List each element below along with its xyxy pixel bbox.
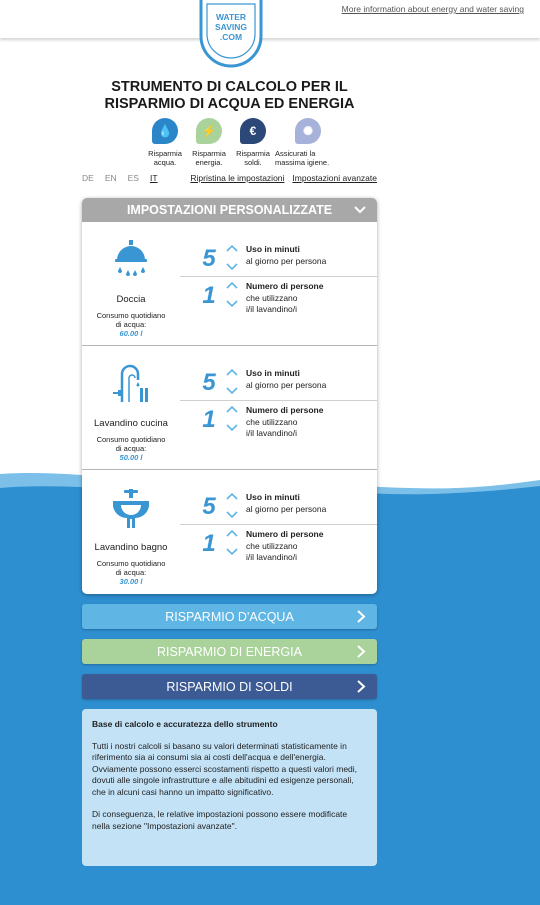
- persons-label-2: i/il lavandino/i: [246, 552, 298, 562]
- chevron-down-icon: [227, 425, 237, 430]
- chevron-up-icon: [227, 246, 237, 251]
- benefit-line-1: Risparmia: [148, 149, 182, 158]
- persons-row: [180, 526, 377, 562]
- top-bar: [0, 0, 540, 38]
- fixture-name: Lavandino bagno: [94, 542, 168, 553]
- daily-consumption: [82, 311, 180, 338]
- minutes-label: [246, 244, 326, 267]
- water-saving-logo[interactable]: [198, 0, 264, 68]
- title-line-1: STRUMENTO DI CALCOLO PER IL: [111, 79, 348, 95]
- consumption-label-1: Consumo quotidiano: [96, 435, 166, 444]
- minutes-label-text: al giorno per persona: [246, 503, 327, 514]
- persons-label-2: i/il lavandino/i: [246, 304, 298, 314]
- panel-header[interactable]: [82, 198, 377, 222]
- persons-row: [180, 278, 377, 314]
- water-drop-icon: 💧: [152, 118, 178, 144]
- persons-label-2: i/il lavandino/i: [246, 428, 298, 438]
- fixture-kitchen-sink: [82, 346, 377, 470]
- minutes-label-bold: Uso in minuti: [246, 368, 300, 378]
- energy-savings-label: RISPARMIO DI ENERGIA: [157, 644, 302, 659]
- lang-en[interactable]: EN: [104, 173, 117, 183]
- persons-label: [246, 281, 323, 316]
- minutes-value: 5: [202, 493, 216, 520]
- persons-label-bold: Numero di persone: [246, 405, 324, 415]
- persons-label-bold: Numero di persone: [246, 281, 324, 291]
- minutes-label: [246, 492, 326, 515]
- chevron-up-icon: [227, 407, 237, 412]
- chevron-up-icon: [227, 283, 237, 288]
- money-savings-button[interactable]: [82, 674, 377, 699]
- persons-label-1: che utilizzano: [246, 292, 298, 303]
- daily-consumption: [82, 559, 180, 586]
- persons-label-1: che utilizzano: [246, 416, 298, 427]
- benefit-line-1: Risparmia: [192, 149, 226, 158]
- persons-value: 1: [202, 282, 216, 309]
- chevron-up-icon: [227, 370, 237, 375]
- fixture-name: Doccia: [116, 294, 146, 305]
- advanced-settings-link[interactable]: Impostazioni avanzate: [292, 173, 377, 183]
- persons-value: 1: [202, 406, 216, 433]
- language-bar: [82, 173, 377, 183]
- info-paragraph-1: Tutti i nostri calcoli si basano su valori determinati statisticamente in riferimento sia ai consumi sia ai costi dell'acqua e dell'energia. Ovviamente possono esserci scostamenti rispetto a questi valori medi, dovuti alle singole infrastrutture e alle abitudini ed esigenze personali, che in alcuni casi hanno un impatto significativo.: [92, 740, 358, 797]
- minutes-value: 5: [202, 245, 216, 272]
- logo-line-3: .COM: [219, 32, 243, 42]
- shower-icon: [102, 240, 160, 280]
- info-heading: Base di calcolo e accuratezza dello strumento: [92, 719, 278, 729]
- chevron-down-icon: [227, 264, 237, 269]
- consumption-value: 60.00 l: [119, 329, 143, 338]
- fixture-bathroom-sink: [82, 470, 377, 594]
- chevron-down-icon: [227, 301, 237, 306]
- persons-label-1: che utilizzano: [246, 540, 298, 551]
- money-savings-label: RISPARMIO DI SOLDI: [166, 679, 293, 694]
- logo-line-1: WATER: [215, 12, 247, 22]
- bathroom-sink-icon: [102, 488, 160, 528]
- chevron-up-icon: [227, 494, 237, 499]
- benefit-line-2: soldi.: [244, 158, 262, 167]
- water-savings-label: RISPARMIO D'ACQUA: [165, 609, 294, 624]
- persons-label: [246, 405, 323, 440]
- consumption-label-1: Consumo quotidiano: [96, 311, 166, 320]
- fixture-shower: [82, 222, 377, 346]
- minutes-row: [180, 489, 377, 525]
- chevron-right-icon: [355, 645, 367, 658]
- chevron-down-icon: [353, 203, 367, 217]
- minutes-label-text: al giorno per persona: [246, 379, 327, 390]
- water-savings-button[interactable]: [82, 604, 377, 629]
- logo-line-2: SAVING: [215, 22, 247, 32]
- chevron-down-icon: [227, 512, 237, 517]
- benefit-line-2: energia.: [195, 158, 223, 167]
- persons-stepper[interactable]: [225, 404, 239, 434]
- benefits-row: [143, 118, 341, 167]
- benefit-hygiene: [275, 118, 341, 167]
- chevron-down-icon: [227, 388, 237, 393]
- benefit-line-1: Risparmia: [236, 149, 270, 158]
- benefit-line-2: massima igiene.: [275, 158, 330, 167]
- minutes-value: 5: [202, 369, 216, 396]
- consumption-value: 50.00 l: [119, 453, 143, 462]
- minutes-label-bold: Uso in minuti: [246, 492, 300, 502]
- energy-savings-button[interactable]: [82, 639, 377, 664]
- lang-de[interactable]: DE: [82, 173, 94, 183]
- benefit-line-2: acqua.: [153, 158, 177, 167]
- minutes-stepper[interactable]: [225, 491, 239, 521]
- chevron-right-icon: [355, 610, 367, 623]
- minutes-stepper[interactable]: [225, 243, 239, 273]
- lang-es[interactable]: ES: [127, 173, 139, 183]
- persons-row: [180, 402, 377, 438]
- persons-label-bold: Numero di persone: [246, 529, 324, 539]
- persons-label: [246, 529, 323, 564]
- fixture-name: Lavandino cucina: [94, 418, 168, 429]
- benefit-line-1: Assicurati la: [275, 149, 316, 158]
- benefit-money: [231, 118, 275, 167]
- consumption-label-1: Consumo quotidiano: [96, 559, 166, 568]
- title-line-2: RISPARMIO DI ACQUA ED ENERGIA: [104, 96, 355, 112]
- consumption-label-2: di acqua:: [115, 568, 147, 577]
- minutes-row: [180, 241, 377, 277]
- persons-stepper[interactable]: [225, 528, 239, 558]
- consumption-value: 30.00 l: [119, 577, 143, 586]
- chevron-down-icon: [227, 549, 237, 554]
- minutes-row: [180, 365, 377, 401]
- lightning-icon: ⚡: [196, 118, 222, 144]
- minutes-label: [246, 368, 326, 391]
- chevron-right-icon: [355, 680, 367, 693]
- info-paragraph-2: Di conseguenza, le relative impostazioni possono essere modificate nella sezione "Impostazioni avanzate".: [92, 809, 348, 831]
- minutes-label-text: al giorno per persona: [246, 255, 327, 266]
- info-box: [82, 709, 377, 866]
- consumption-label-2: di acqua:: [115, 320, 147, 329]
- lang-it[interactable]: IT: [149, 173, 158, 183]
- minutes-label-bold: Uso in minuti: [246, 244, 300, 254]
- daily-consumption: [82, 435, 180, 462]
- kitchen-sink-icon: [102, 364, 160, 404]
- chevron-up-icon: [227, 531, 237, 536]
- panel-title: IMPOSTAZIONI PERSONALIZZATE: [126, 203, 333, 217]
- persons-stepper[interactable]: [225, 280, 239, 310]
- custom-settings-panel: [82, 198, 377, 594]
- benefit-water: [143, 118, 187, 167]
- reset-settings-link[interactable]: Ripristina le impostazioni: [190, 173, 285, 183]
- persons-value: 1: [202, 530, 216, 557]
- euro-icon: €: [240, 118, 266, 144]
- consumption-label-2: di acqua:: [115, 444, 147, 453]
- minutes-stepper[interactable]: [225, 367, 239, 397]
- more-info-link[interactable]: More information about energy and water saving: [341, 4, 524, 14]
- page-title: [82, 79, 377, 113]
- sparkle-icon: ✺: [295, 118, 321, 144]
- benefit-energy: [187, 118, 231, 167]
